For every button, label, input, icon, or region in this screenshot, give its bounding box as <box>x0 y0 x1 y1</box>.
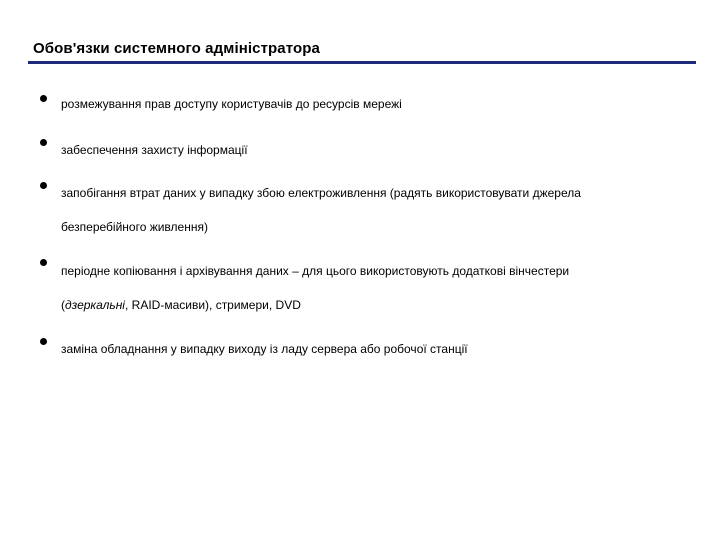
line-tail: , RAID-масиви), стримери, DVD <box>124 298 301 312</box>
bullet-text-continued: безперебійного живлення) <box>61 220 208 234</box>
bullet-text: забеспечення захисту інформації <box>61 143 248 157</box>
bullet-text: запобігання втрат даних у випадку збою електроживлення (радять використовувати джерела <box>61 186 581 200</box>
paren-open: ( <box>61 298 65 312</box>
bullet-text-continued <box>61 298 301 312</box>
bullet-dot-icon <box>40 182 47 189</box>
bullet-text: розмежування прав доступу користувачів до ресурсів мережі <box>61 97 402 111</box>
italic-term: дзеркальні <box>65 298 125 312</box>
title-underline <box>28 61 696 64</box>
slide-title: Обов'язки системного адміністратора <box>33 40 320 57</box>
bullet-dot-icon <box>40 259 47 266</box>
bullet-text: заміна обладнання у випадку виходу із ладу сервера або робочої станції <box>61 342 468 356</box>
bullet-dot-icon <box>40 338 47 345</box>
bullet-text: періодне копіювання і архівування даних – для цього використовують додаткові вінчестери <box>61 264 570 278</box>
bullet-dot-icon <box>40 95 47 102</box>
bullet-dot-icon <box>40 139 47 146</box>
